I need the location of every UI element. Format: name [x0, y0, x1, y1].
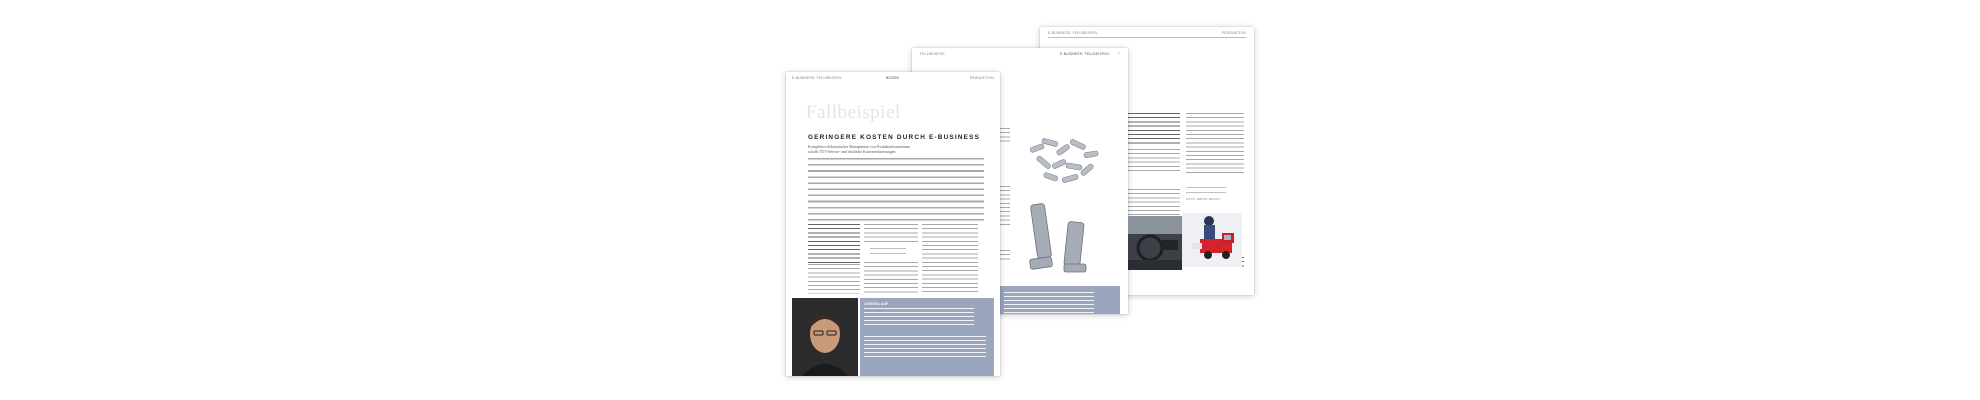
- car-interior-icon: [1128, 216, 1182, 270]
- car-interior-photo: [1128, 216, 1182, 270]
- front-column-1b: [808, 264, 860, 294]
- front-infobox-lines-2: [864, 336, 986, 360]
- middle-infobox-lines: [1004, 292, 1094, 314]
- front-subhead-line1: Komplettes elektronisches Management von Produktinformationen: [808, 145, 911, 149]
- middle-header-left: FELLBEISPIEL: [920, 52, 946, 56]
- front-infobox-lines: [864, 308, 974, 326]
- front-column-3: [922, 224, 978, 294]
- back-right-header-right: PRODUKTION: [1221, 31, 1246, 35]
- front-column-1: [808, 224, 860, 264]
- back-right-caption-lines: [1186, 187, 1226, 195]
- front-subhead-line2: schafft TÜV-Service- und deutliche Kostenreduzierungen: [808, 150, 896, 154]
- middle-left-margin-lines: [1000, 128, 1010, 144]
- front-column-2-pullquote: [870, 248, 906, 258]
- portrait-icon: [792, 298, 858, 376]
- front-infobox-title: LEBENSLAUF: [864, 302, 889, 306]
- portrait-photo: [792, 298, 858, 376]
- back-right-text-column-1: [1126, 113, 1180, 145]
- fire-truck-icon: [1182, 213, 1242, 267]
- back-right-header-left: E-BUSINESS: FELLBEISPIEL: [1048, 31, 1099, 35]
- front-header-right: PRODUKTION: [969, 76, 994, 80]
- back-right-header-rule: [1048, 37, 1246, 38]
- middle-header-page: 7: [1117, 52, 1120, 56]
- front-column-2: [864, 224, 918, 244]
- back-right-text-column-1b: [1126, 149, 1180, 173]
- middle-header-right: E-BUSINESS: FELLBEISPIEL: [1059, 52, 1110, 56]
- front-column-2b: [864, 262, 918, 294]
- back-right-caption: FOTO: ERNST DRATH: [1186, 197, 1221, 201]
- front-watermark-title: Fallbeispiel: [806, 102, 901, 123]
- back-right-text-column-2: [1186, 113, 1244, 173]
- front-header-left: E-BUSINESS: FELLBEISPIEL: [792, 76, 843, 80]
- front-header-center: BOGEN: [886, 76, 900, 80]
- front-headline: GERINGERE KOSTEN DURCH E-BUSINESS: [808, 134, 981, 141]
- middle-left-margin-lines-3: [1000, 250, 1010, 260]
- front-page: [786, 72, 1000, 376]
- fire-truck-photo: [1182, 213, 1242, 267]
- middle-left-margin-lines-2: [1000, 186, 1010, 226]
- front-intro-paragraph: [808, 158, 984, 222]
